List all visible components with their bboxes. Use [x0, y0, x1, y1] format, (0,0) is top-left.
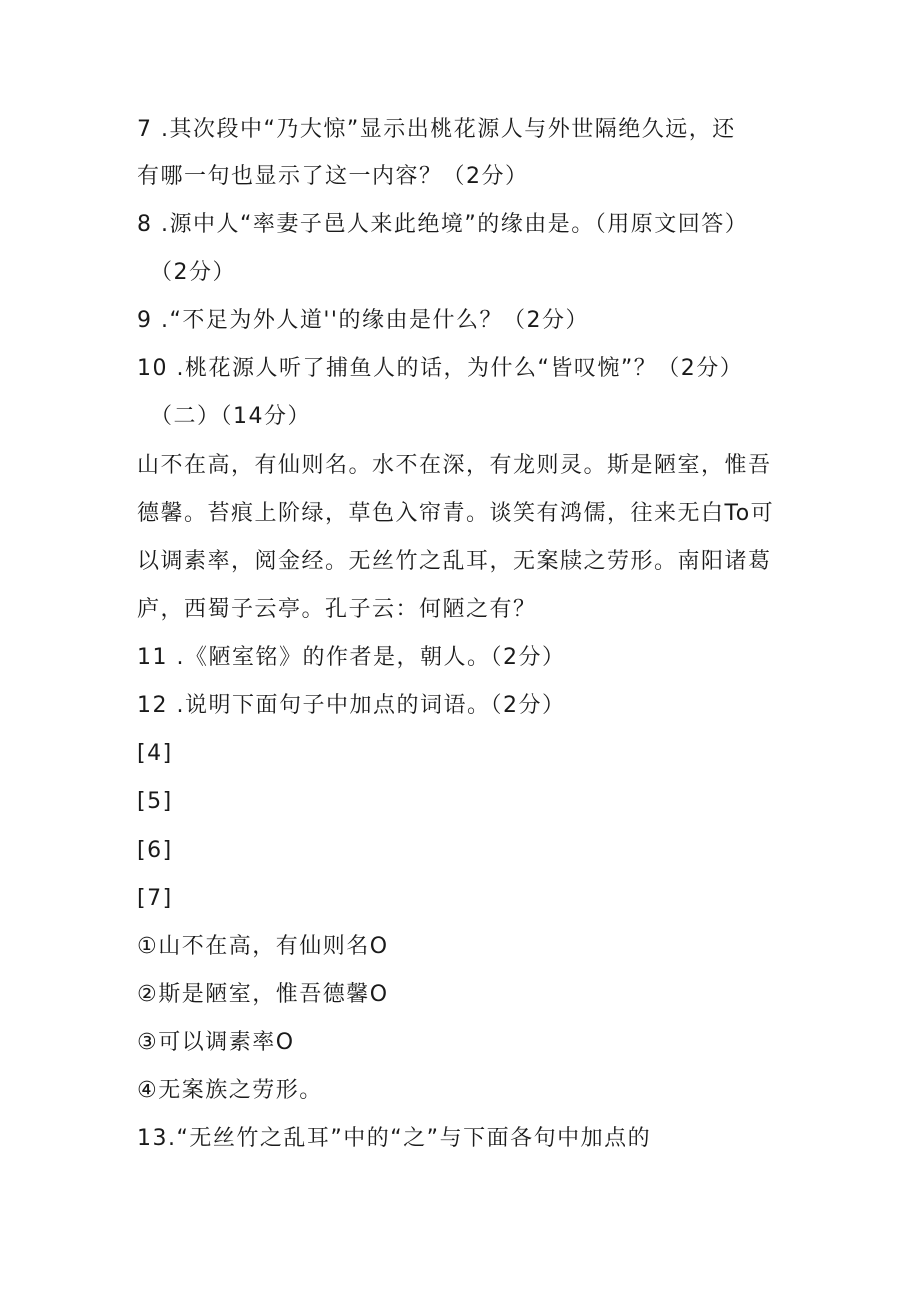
question-8-line-2: （2分）: [150, 260, 236, 285]
item-2: ②斯是陋室，惟吾德馨O: [137, 982, 389, 1007]
question-7-line-2: 有哪一句也显示了这一内容？（2分）: [137, 164, 529, 189]
passage-line-3: 以调素率，阅金经。无丝竹之乱耳，无案牍之劳形。南阳诸葛: [137, 549, 772, 574]
blank-4: [4]: [137, 741, 173, 766]
item-4: ④无案族之劳形。: [137, 1078, 323, 1103]
question-8-line-1: 8 .源中人“率妻子邑人来此绝境”的缘由是。（用原文回答）: [137, 212, 749, 237]
passage-line-4: 庐，西蜀子云亭。孔子云：何陋之有？: [137, 597, 537, 622]
question-13: 13.“无丝竹之乱耳”中的“之”与下面各句中加点的: [137, 1126, 652, 1151]
question-12: 12 .说明下面句子中加点的词语。（2分）: [137, 693, 566, 718]
blank-5: [5]: [137, 789, 173, 814]
blank-7: [7]: [137, 886, 173, 911]
item-3: ③可以调素率O: [137, 1030, 295, 1055]
section-2-heading: （二）（14分）: [150, 404, 311, 429]
passage-line-1: 山不在高，有仙则名。水不在深，有龙则灵。斯是陋室，惟吾: [137, 453, 772, 478]
item-1: ①山不在高，有仙则名O: [137, 934, 389, 959]
question-7-line-1: 7 .其次段中“乃大惊”显示出桃花源人与外世隔绝久远，还: [137, 117, 736, 142]
blank-6: [6]: [137, 838, 173, 863]
question-9: 9 .“不足为外人道''的缘由是什么？（2分）: [137, 308, 589, 333]
passage-line-2: 德馨。苔痕上阶绿，草色入帘青。谈笑有鸿儒，往来无白To可: [137, 501, 775, 526]
question-10: 10 .桃花源人听了捕鱼人的话，为什么“皆叹惋”？（2分）: [137, 356, 744, 381]
question-11: 11 .《陋室铭》的作者是，朝人。（2分）: [137, 645, 566, 670]
